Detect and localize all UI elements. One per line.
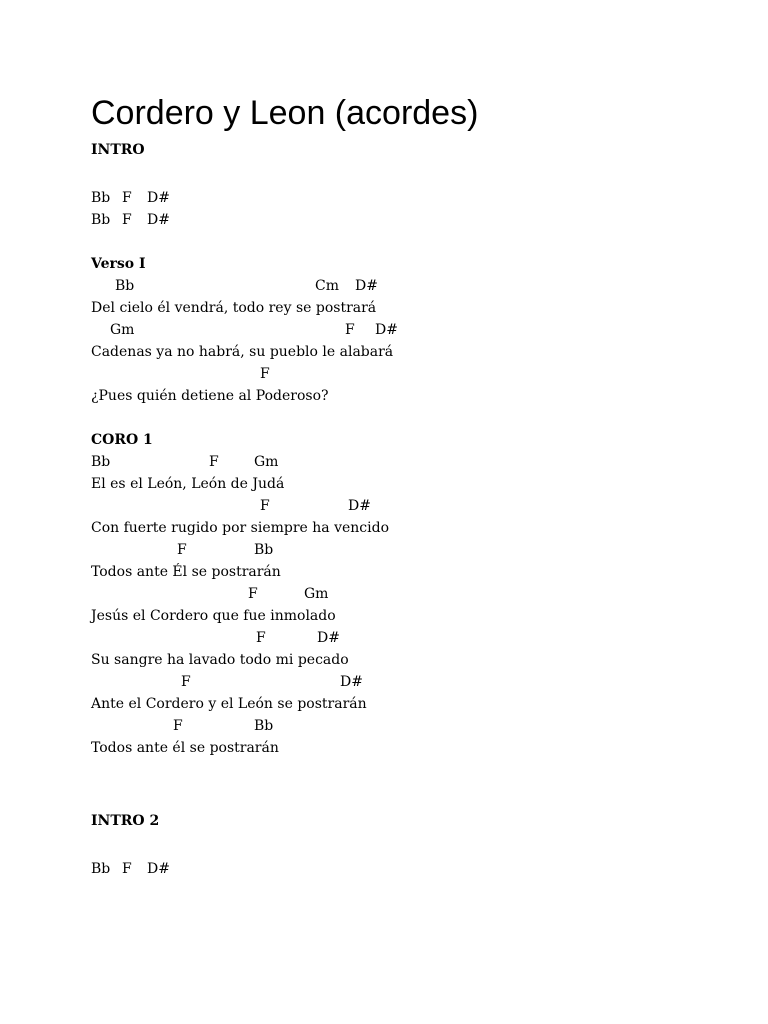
lyric-line: Cadenas ya no habrá, su pueblo le alabará [91,344,394,360]
chord: D# [340,674,363,690]
chord: F [122,212,132,228]
chord-line [91,495,691,517]
chord: F [209,454,219,470]
section-heading-intro-2: INTRO 2 [91,813,160,829]
chord: D# [147,861,170,877]
chord: F [260,498,270,514]
chord: F [177,542,187,558]
lyric-line: Todos ante él se postrarán [91,740,279,756]
lyric-line: Todos ante Él se postrarán [91,564,281,580]
chord: F [122,861,132,877]
chord: F [173,718,183,734]
chord-line [91,319,691,341]
lyric-line: Ante el Cordero y el León se postrarán [91,696,367,712]
chord: Bb [91,861,111,877]
chord-line [91,715,691,737]
lyric-line: El es el León, León de Judá [91,476,285,492]
section-heading-verse: Verso I [91,256,146,272]
chord-line [91,209,691,231]
chord-line [91,583,691,605]
chord: D# [147,190,170,206]
chord-line [91,627,691,649]
lyric-line: Del cielo él vendrá, todo rey se postrará [91,300,377,316]
chord: D# [147,212,170,228]
chord: D# [348,498,371,514]
chord: D# [375,322,398,338]
chord-line [91,671,691,693]
chord-line [91,539,691,561]
chord: Cm [315,278,339,294]
chord: F [181,674,191,690]
chord: Bb [254,542,274,558]
chord: Bb [91,454,111,470]
chord: D# [355,278,378,294]
chord: Bb [91,190,111,206]
chord: Gm [254,454,279,470]
chord: Bb [91,212,111,228]
chord: F [260,366,270,382]
chord-line [91,275,691,297]
chord: Gm [110,322,135,338]
lyric-line: Con fuerte rugido por siempre ha vencido [91,520,390,536]
chord-line [91,858,691,880]
lyric-line: Jesús el Cordero que fue inmolado [91,608,336,624]
chord: F [122,190,132,206]
page-title: Cordero y Leon (acordes) [91,94,479,132]
chord: F [256,630,266,646]
chord-line [91,363,691,385]
chord: D# [317,630,340,646]
chord: Gm [304,586,329,602]
chord-line [91,451,691,473]
section-heading-intro: INTRO [91,142,145,158]
section-heading-chorus: CORO 1 [91,432,153,448]
lyric-line: ¿Pues quién detiene al Poderoso? [91,388,329,404]
chord: Bb [115,278,135,294]
lyric-line: Su sangre ha lavado todo mi pecado [91,652,349,668]
chord-line [91,187,691,209]
chord: F [345,322,355,338]
chord: Bb [254,718,274,734]
chord: F [248,586,258,602]
